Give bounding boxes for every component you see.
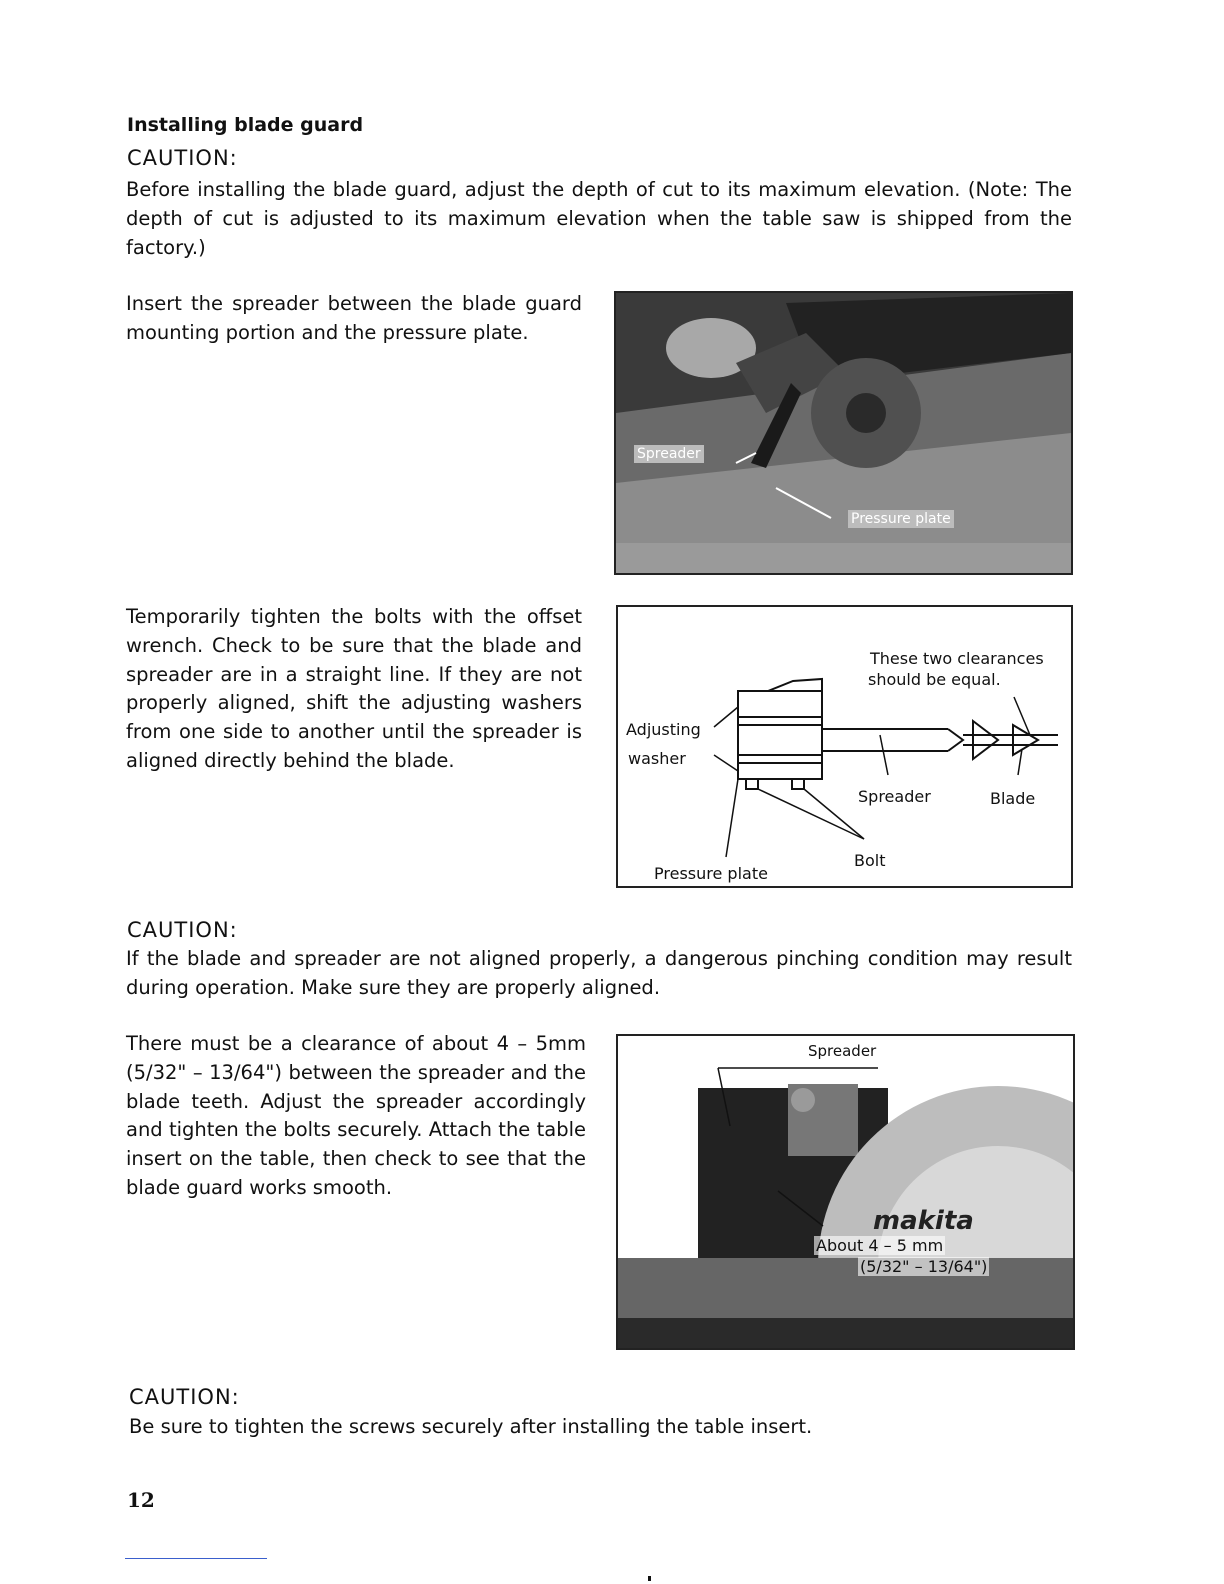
diagram-label-washer: washer (628, 749, 686, 768)
step-insert-spreader: Insert the spreader between the blade guard mounting portion and the pressure plate. (126, 292, 582, 344)
photo2-label-spreader: Spreader (808, 1042, 877, 1060)
caution-heading-2: CAUTION: (127, 918, 238, 942)
footer-mark (648, 1576, 651, 1581)
caution-text-2: If the blade and spreader are not aligned properly, a dangerous pinching condition may result during operation. Make sure they are properly aligned. (126, 947, 1072, 999)
diagram-label-adjusting: Adjusting (626, 720, 701, 739)
photo-spreader-install (614, 291, 1073, 575)
step-tighten-bolts: Temporarily tighten the bolts with the offset wrench. Check to be sure that the blade and spreader are in a straight line. If they are not properly aligned, shift the adjusting washers from one side to another until the spreader is aligned directly behind the blade. (126, 605, 582, 772)
photo2-label-about: About 4 – 5 mm (816, 1236, 944, 1255)
step-clearance: There must be a clearance of about 4 – 5mm (5/32" – 13/64") between the spreader and the blade teeth. Adjust the spreader accordingly and tighten the bolts securely. Attach the table insert on the table, then check to see that the blade guard works smooth. (126, 1032, 586, 1199)
diagram-label-clearances-1: These two clearances (870, 649, 1044, 668)
caution-heading-1: CAUTION: (127, 146, 238, 170)
caution-heading-3: CAUTION: (129, 1385, 240, 1409)
caution-text-3: Be sure to tighten the screws securely after installing the table insert. (129, 1415, 813, 1438)
diagram-label-blade: Blade (990, 789, 1036, 808)
diagram-label-bolt: Bolt (854, 851, 886, 870)
diagram-label-clearances-2: should be equal. (868, 670, 1001, 689)
section-title: Installing blade guard (127, 114, 364, 136)
alignment-diagram (616, 605, 1073, 888)
photo1-label-pressure-plate: Pressure plate (848, 510, 954, 528)
photo1-label-spreader: Spreader (634, 445, 704, 463)
photo2-label-inch: (5/32" – 13/64") (860, 1257, 988, 1276)
diagram-label-spreader: Spreader (858, 787, 931, 806)
photo-spreader-install-graphic (616, 293, 1071, 573)
diagram-label-pressure-plate: Pressure plate (654, 864, 768, 883)
photo2-brand-logo: makita (873, 1206, 974, 1236)
footer-rule (125, 1558, 267, 1559)
caution-text-1: Before installing the blade guard, adjust the depth of cut to its maximum elevation. (Note: The depth of cut is adjusted to its maximum elevation when the table saw is shipped from the factory.) (126, 178, 1072, 259)
photo-clearance (616, 1034, 1075, 1350)
alignment-diagram-graphic (618, 607, 1071, 886)
page-number: 12 (127, 1488, 155, 1512)
photo-clearance-graphic (618, 1036, 1073, 1348)
